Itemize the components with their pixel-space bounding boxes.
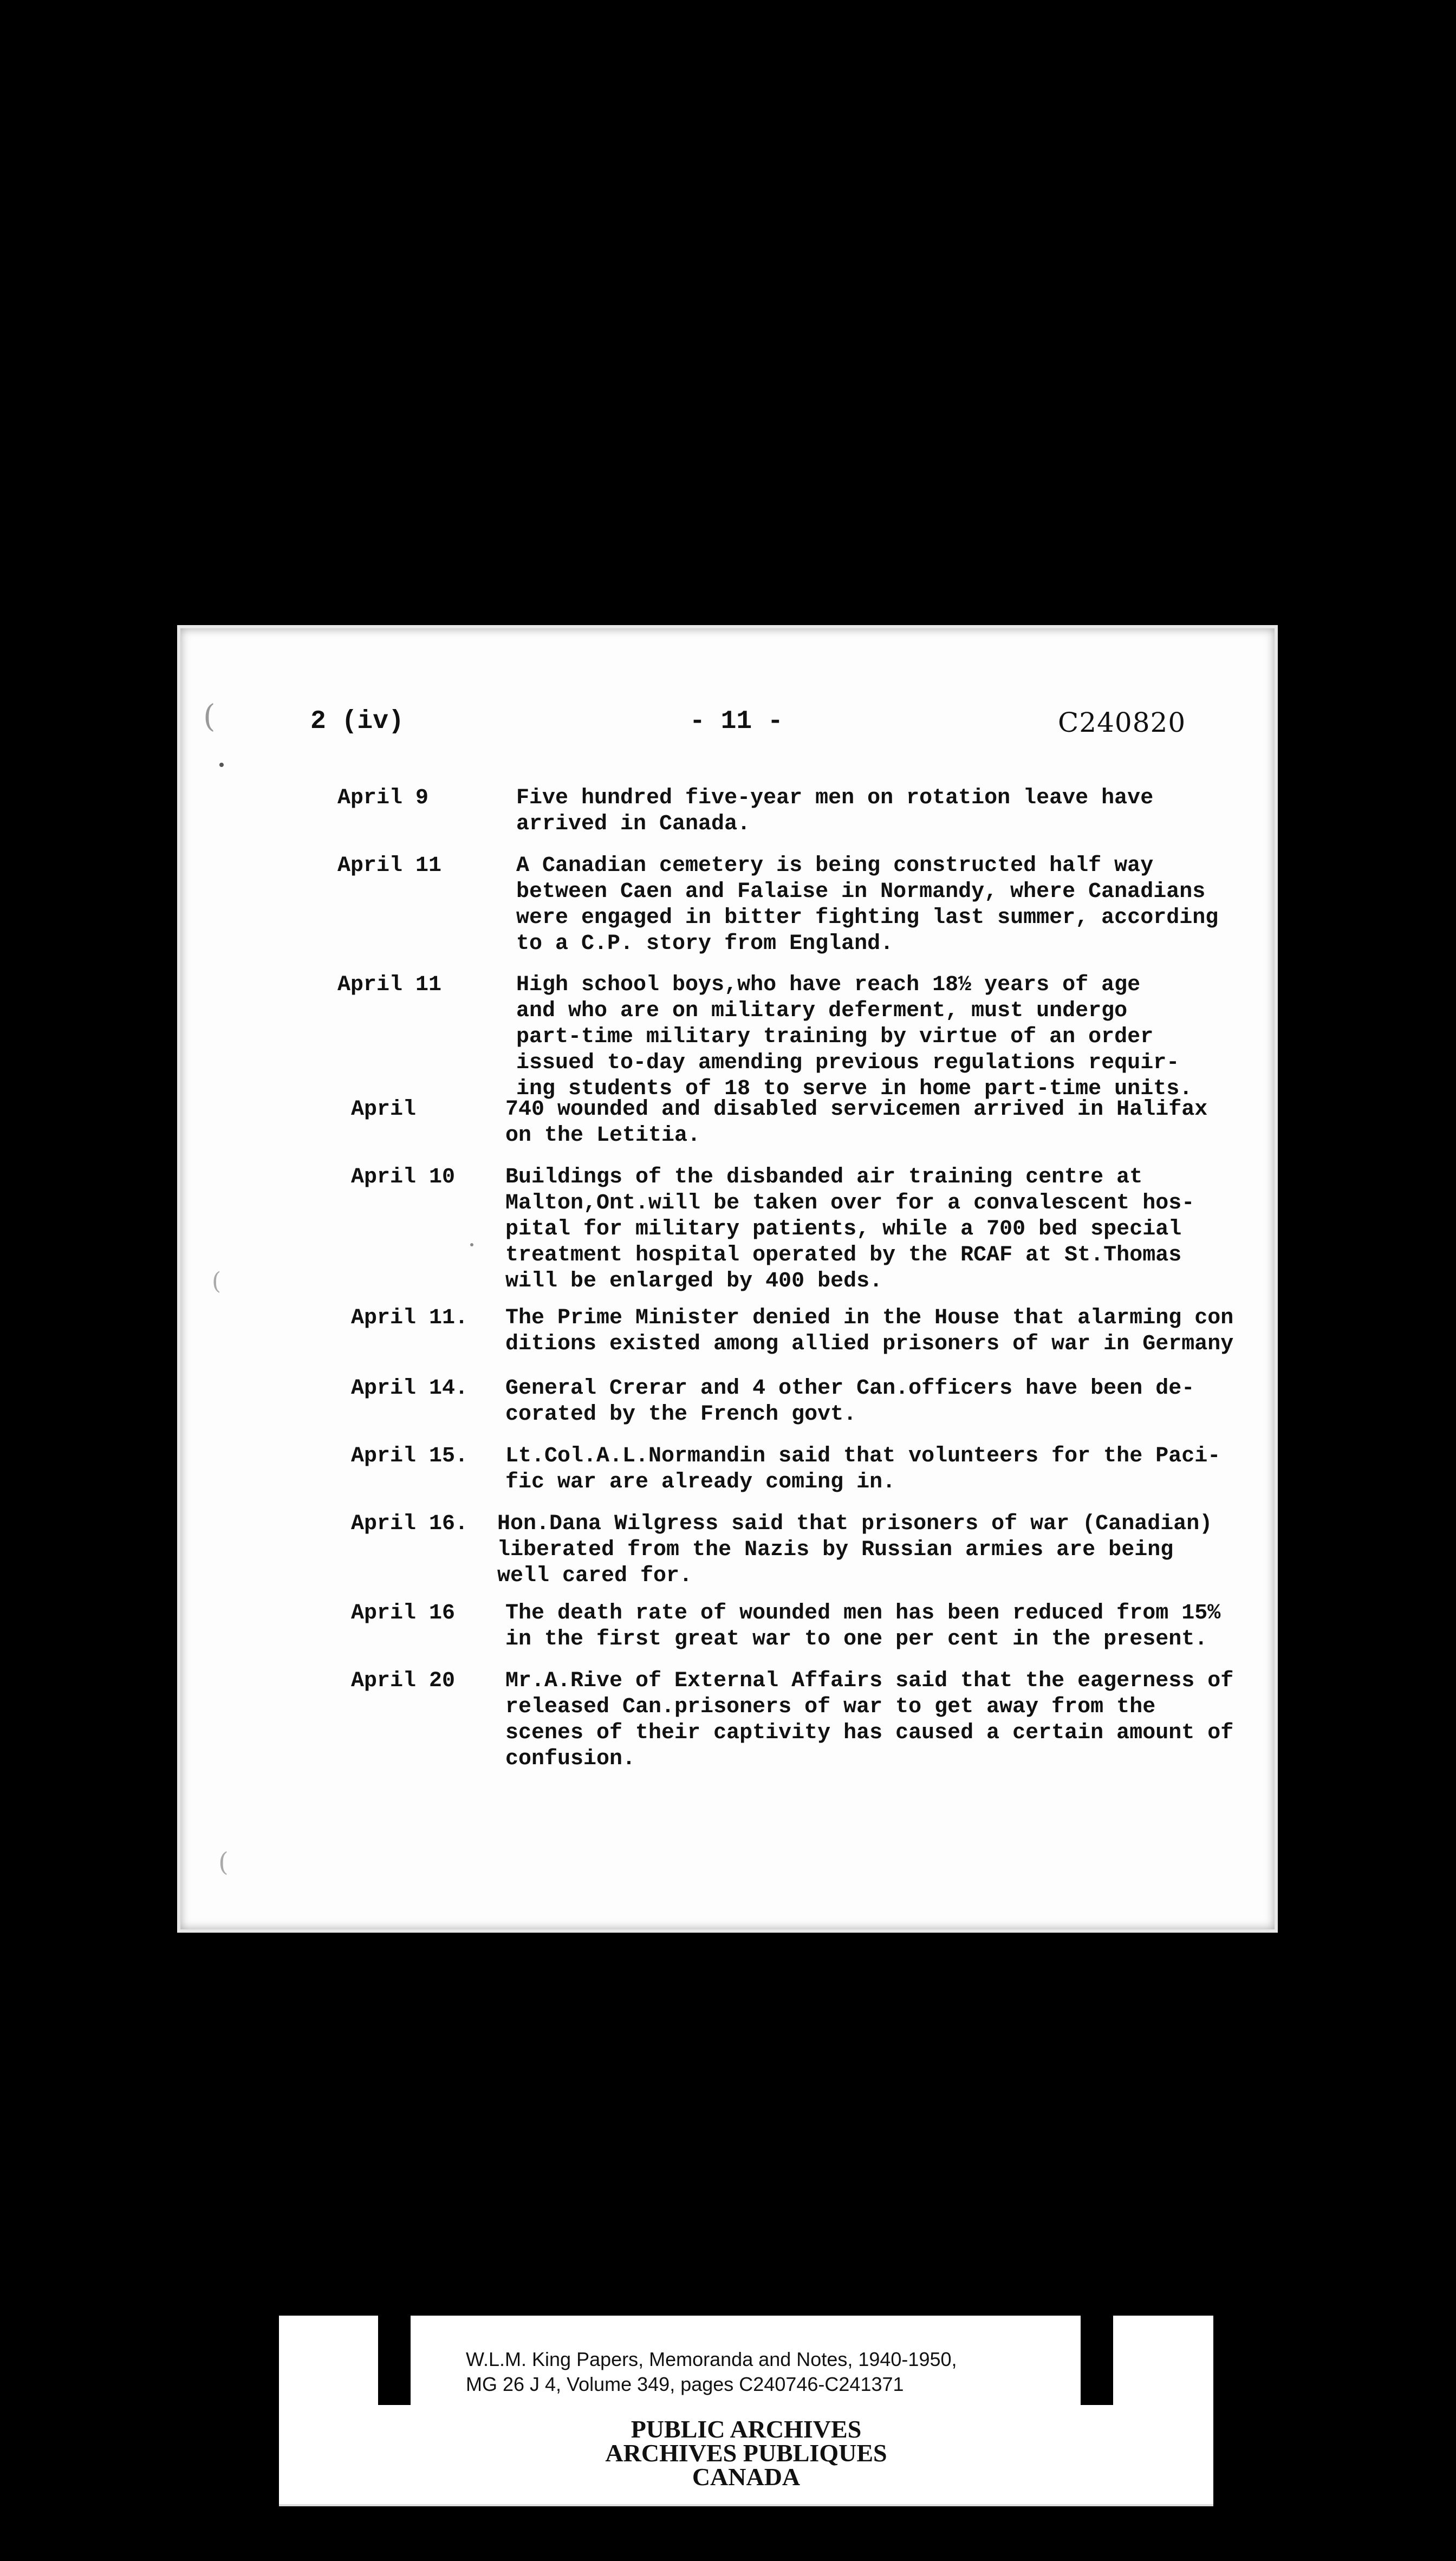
citation-line: W.L.M. King Papers, Memoranda and Notes, 1940-1950, (466, 2348, 957, 2370)
entry-text: The death rate of wounded men has been reduced from 15% in the first great war to one per cent in the present. (505, 1601, 1221, 1652)
punch-dot (470, 1243, 473, 1246)
entry-text: Hon.Dana Wilgress said that prisoners of war (Canadian) liberated from the Nazis by Russian armies are being well cared for. (497, 1512, 1213, 1588)
section-label: 2 (iv) (310, 707, 404, 736)
entry-text: General Crerar and 4 other Can.officers have been de- corated by the French govt. (505, 1376, 1195, 1427)
entry-date: April 20 (351, 1669, 456, 1693)
entry-date: April (351, 1097, 417, 1122)
entry-date: April 16. (351, 1512, 469, 1536)
archive-citation (466, 2347, 1062, 2397)
page-header (180, 707, 1275, 745)
entry-text: 740 wounded and disabled servicemen arrived in Halifax on the Letitia. (505, 1097, 1208, 1148)
label-tab (378, 2316, 411, 2405)
entry-date: April 14. (351, 1376, 469, 1401)
entry-text: Mr.A.Rive of External Affairs said that the eagerness of released Can.prisoners of war to get away from the scenes of their captivity has caused a certain amount of confusion. (505, 1669, 1234, 1771)
archives-name (279, 2417, 1213, 2489)
entry-text: High school boys,who have reach 18½ years of age and who are on military deferment, must undergo part-time military training by virtue of an order issued to-day amending previous regulations requir- ing students of 18 to serve in home part-time units. (516, 973, 1193, 1101)
document-page (180, 628, 1275, 1929)
margin-mark: ( (203, 698, 216, 734)
punch-dot (219, 763, 224, 767)
entry-text: Buildings of the disbanded air training centre at Malton,Ont.will be taken over for a convalescent hos- pital for military patients, while a 700 bed special treatment hospital operated by the RCAF at St.Thomas will be enlarged by 400 beds. (505, 1165, 1195, 1294)
entry-date: April 9 (337, 786, 429, 810)
archive-label (279, 2316, 1213, 2505)
document-number: C240820 (1058, 707, 1186, 738)
entry-text: A Canadian cemetery is being constructed half way between Caen and Falaise in Normandy, where Canadians were engaged in bitter fighting last summer, according to a C.P. story from England. (516, 854, 1219, 956)
label-tab (1081, 2316, 1113, 2405)
entry-date: April 15. (351, 1444, 469, 1468)
entry-text: Five hundred five-year men on rotation leave have arrived in Canada. (516, 786, 1154, 836)
citation-line: MG 26 J 4, Volume 349, pages C240746-C241371 (466, 2373, 904, 2395)
entry-date: April 11 (337, 854, 442, 878)
entry-text: The Prime Minister denied in the House that alarming con ditions existed among allied prisoners of war in Germany (505, 1306, 1234, 1356)
page-number: - 11 - (690, 707, 783, 736)
archives-country: CANADA (692, 2463, 801, 2491)
entry-date: April 16 (351, 1601, 456, 1626)
entry-date: April 11. (351, 1306, 469, 1330)
margin-mark: ( (212, 1268, 222, 1295)
entry-date: April 11 (337, 973, 442, 997)
margin-mark: ( (218, 1847, 229, 1877)
entry-text: Lt.Col.A.L.Normandin said that volunteers for the Paci- fic war are already coming in. (505, 1444, 1221, 1494)
archives-name-fr: ARCHIVES PUBLIQUES (605, 2439, 887, 2467)
divider (279, 2504, 1213, 2506)
entry-date: April 10 (351, 1165, 456, 1190)
archives-name-en: PUBLIC ARCHIVES (630, 2415, 862, 2443)
